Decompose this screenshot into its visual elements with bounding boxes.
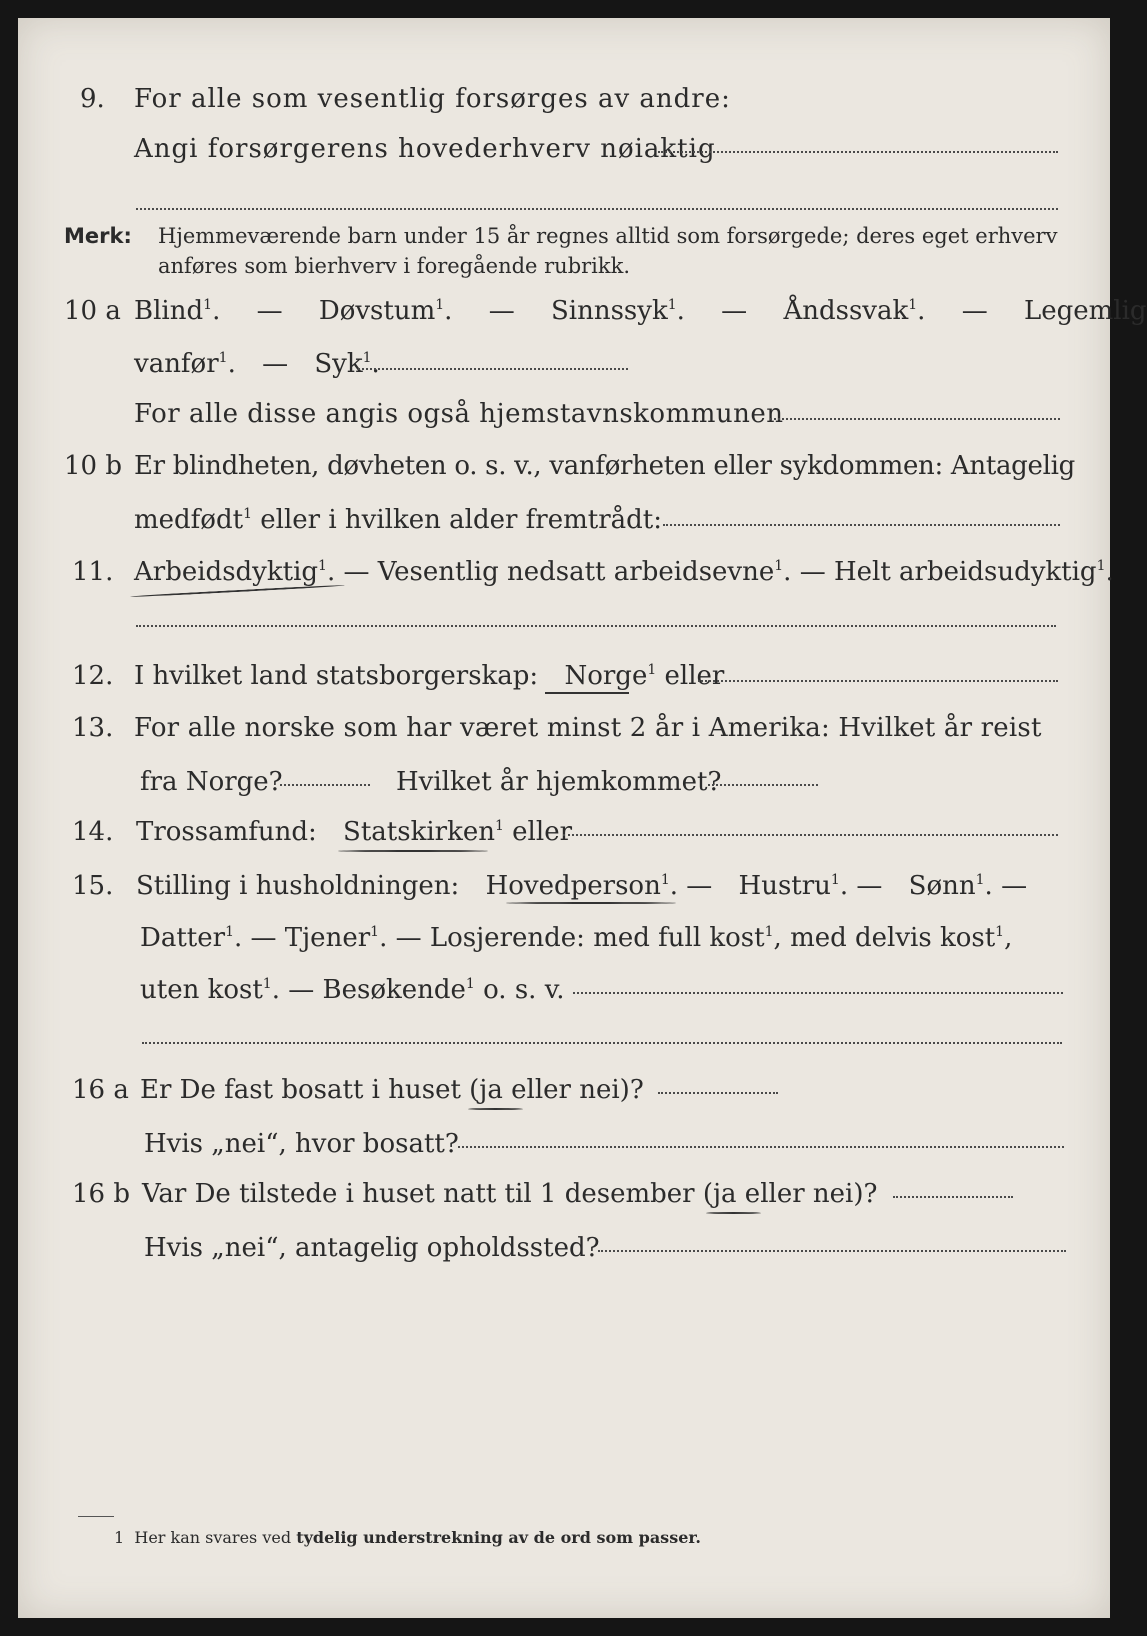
q15-line-2: Datter$^1$. — Tjener$^1$. — Losjerende: med full kost$^1$, med delvis kost$^1$, bbox=[140, 923, 1013, 953]
q11-answer-field[interactable] bbox=[136, 625, 1056, 627]
option-full-kost[interactable]: med full kost bbox=[593, 923, 765, 953]
q12-handwritten-underline bbox=[545, 692, 629, 694]
q10a-hjemstavn-field[interactable] bbox=[770, 418, 1060, 420]
option-statskirken[interactable]: Statskirken bbox=[343, 817, 495, 847]
option-besokende[interactable]: Besøkende bbox=[322, 975, 466, 1005]
option-vanfor[interactable]: vanfør bbox=[134, 349, 219, 379]
q15-answer-field-2[interactable] bbox=[142, 1042, 1062, 1044]
q9-title: For alle som vesentlig forsørges av andre: bbox=[134, 84, 731, 114]
q16b-line-1: Var De tilstede i huset natt til 1 desember (ja eller nei)? bbox=[142, 1179, 878, 1209]
option-uten-kost[interactable]: uten kost bbox=[140, 975, 263, 1005]
q9-answer-field[interactable] bbox=[658, 151, 1058, 153]
option-nedsatt[interactable]: Vesentlig nedsatt arbeidsevne bbox=[377, 557, 775, 587]
q15-line-3: uten kost$^1$. — Besøkende$^1$ o. s. v. bbox=[140, 975, 565, 1005]
q10b-line-2: medfødt$^1$ eller i hvilken alder fremtrådt: bbox=[134, 505, 663, 535]
q16a-number: 16 a bbox=[72, 1075, 129, 1105]
q14-answer-field[interactable] bbox=[563, 834, 1058, 836]
option-sinnssyk[interactable]: Sinnssyk bbox=[550, 296, 668, 326]
q13-hjemkommet-field[interactable] bbox=[708, 784, 818, 786]
q14-number: 14. bbox=[72, 817, 114, 847]
q15-number: 15. bbox=[72, 871, 114, 901]
q16a-line-1: Er De fast bosatt i huset (ja eller nei)? bbox=[140, 1075, 644, 1105]
q11-line: Arbeidsdyktig$^1$. — Vesentlig nedsatt arbeidsevne$^1$. — Helt arbeidsudyktig$^1$. bbox=[134, 557, 1114, 587]
option-norge[interactable]: Norge bbox=[564, 661, 648, 691]
q15-line-1: Stilling i husholdningen: Hovedperson$^1$. — Hustru$^1$. — Sønn$^1$. — bbox=[136, 871, 1028, 901]
merk-line-1: Hjemmeværende barn under 15 år regnes alltid som forsørgede; deres eget erhverv bbox=[158, 224, 1058, 248]
q12-answer-field[interactable] bbox=[698, 680, 1058, 682]
q16b-line-2: Hvis „nei“, antagelig opholdssted? bbox=[144, 1233, 600, 1263]
option-delvis-kost[interactable]: med delvis kost bbox=[790, 923, 996, 953]
option-dovstum[interactable]: Døvstum bbox=[318, 296, 436, 326]
q16a-line-2: Hvis „nei“, hvor bosatt? bbox=[144, 1129, 459, 1159]
q10a-line-3: For alle disse angis også hjemstavnskommunen bbox=[134, 399, 784, 429]
q10a-number: 10 a bbox=[64, 296, 121, 326]
option-blind[interactable]: Blind bbox=[134, 296, 204, 326]
q13-line-1: For alle norske som har været minst 2 år i Amerika: Hvilket år reist bbox=[134, 713, 1042, 743]
q16a-bosatt-field[interactable] bbox=[458, 1146, 1064, 1148]
q9-line: Angi forsørgerens hovederhverv nøiaktig bbox=[134, 134, 716, 164]
q14-handwritten-underline bbox=[338, 850, 488, 852]
q16b-opholdssted-field[interactable] bbox=[598, 1250, 1066, 1252]
option-legemlig[interactable]: Legemlig bbox=[1023, 296, 1147, 326]
option-hovedperson[interactable]: Hovedperson bbox=[485, 871, 661, 901]
q15-answer-field[interactable] bbox=[573, 992, 1063, 994]
footnote: 1 Her kan svares ved tydelig understrekning av de ord som passer. bbox=[114, 1528, 701, 1547]
option-losjerende: Losjerende: bbox=[429, 923, 585, 953]
q10a-line-2: vanfør$^1$. — Syk$^1$. bbox=[134, 349, 380, 379]
footnote-rule bbox=[78, 1516, 114, 1517]
q16a-answer-field[interactable] bbox=[658, 1092, 778, 1094]
merk-label: Merk: bbox=[64, 224, 132, 248]
q16b-number: 16 b bbox=[72, 1179, 130, 1209]
q9-answer-field-2[interactable] bbox=[136, 208, 1058, 210]
option-arbeidsdyktig[interactable]: Arbeidsdyktig bbox=[134, 557, 319, 587]
q13-fra-label: fra Norge? bbox=[140, 767, 283, 797]
q16b-answer-field[interactable] bbox=[893, 1196, 1013, 1198]
q10a-answer-field[interactable] bbox=[358, 368, 628, 370]
option-datter[interactable]: Datter bbox=[140, 923, 226, 953]
option-udyktig[interactable]: Helt arbeidsudyktig bbox=[833, 557, 1097, 587]
q14-line: Trossamfund: Statskirken$^1$ eller bbox=[136, 817, 573, 847]
q10b-line-1: Er blindheten, døvheten o. s. v., vanførheten eller sykdommen: Antagelig bbox=[134, 451, 1075, 481]
q16a-handwritten-underline bbox=[468, 1108, 523, 1110]
q13-hjem-label: Hvilket år hjemkommet? bbox=[396, 767, 722, 797]
q10b-answer-field[interactable] bbox=[663, 524, 1060, 526]
q11-number: 11. bbox=[72, 557, 114, 587]
q10a-line-1: Blind$^1$. — Døvstum$^1$. — Sinnssyk$^1$. — Åndssvak$^1$. — Legemlig bbox=[134, 296, 1147, 326]
q15-handwritten-underline bbox=[506, 902, 676, 904]
option-tjener[interactable]: Tjener bbox=[284, 923, 371, 953]
option-sonn[interactable]: Sønn bbox=[908, 871, 976, 901]
q9-number: 9. bbox=[80, 84, 105, 114]
census-form-page bbox=[18, 18, 1147, 1618]
merk-line-2: anføres som bierhverv i foregående rubrikk. bbox=[158, 254, 631, 278]
option-syk[interactable]: Syk bbox=[314, 349, 363, 379]
q13-number: 13. bbox=[72, 713, 114, 743]
option-andssvak[interactable]: Åndssvak bbox=[783, 296, 909, 326]
q16b-handwritten-underline bbox=[706, 1212, 761, 1214]
q12-number: 12. bbox=[72, 661, 114, 691]
q10b-number: 10 b bbox=[64, 451, 122, 481]
q12-line: I hvilket land statsborgerskap: Norge$^1$ eller bbox=[134, 661, 725, 691]
q13-reist-field[interactable] bbox=[280, 784, 370, 786]
option-hustru[interactable]: Hustru bbox=[738, 871, 831, 901]
